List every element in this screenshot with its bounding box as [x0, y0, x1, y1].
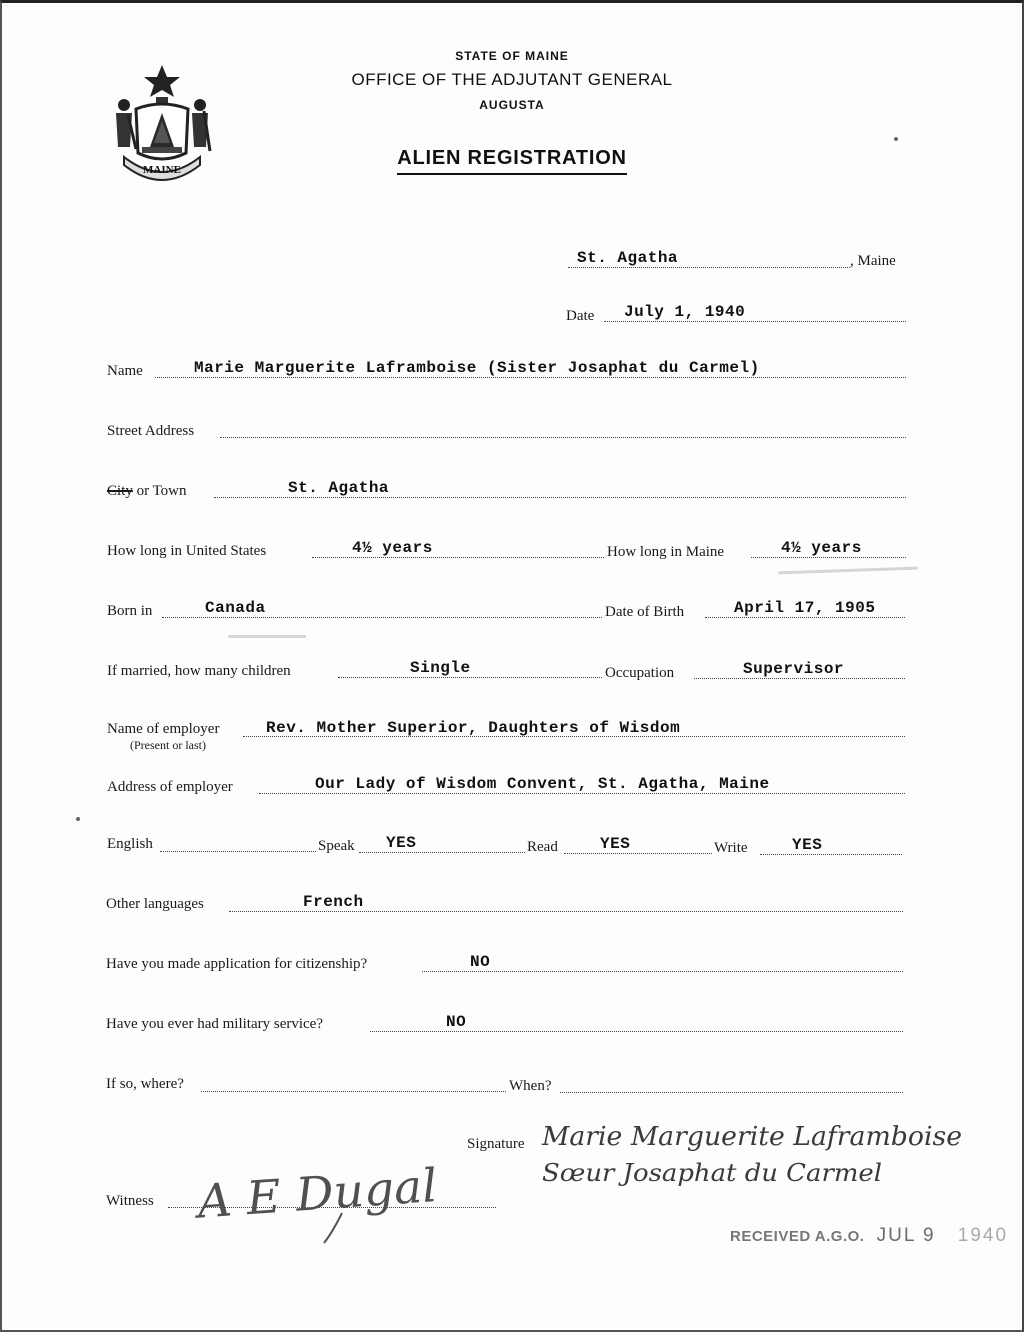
read-label: Read	[527, 839, 558, 855]
us-duration-label: How long in United States	[107, 543, 267, 559]
maine-duration-value: 4½ years	[781, 539, 862, 557]
when-line	[560, 1092, 903, 1093]
stamp-month-day: JUL 9	[876, 1225, 936, 1246]
signature-line-1: Marie Marguerite Laframboise	[540, 1122, 962, 1152]
signature-label: Signature	[467, 1136, 525, 1152]
read-value: YES	[600, 835, 631, 853]
town-value: St. Agatha	[288, 479, 390, 497]
citizenship-line	[422, 971, 903, 972]
military-value: NO	[446, 1013, 467, 1031]
header-city: AUGUSTA	[479, 98, 545, 112]
read-line	[564, 853, 712, 854]
name-label: Name	[107, 363, 143, 379]
where-line	[201, 1091, 506, 1092]
children-label: If married, how many children	[107, 663, 291, 679]
dob-line	[705, 617, 905, 618]
english-label: English	[107, 836, 153, 852]
witness-signature	[192, 1153, 462, 1245]
write-value: YES	[792, 836, 823, 854]
town-line	[214, 497, 906, 498]
citizenship-label: Have you made application for citizenship?	[106, 956, 368, 972]
occupation-label: Occupation	[605, 665, 675, 681]
born-line	[162, 617, 602, 618]
maine-duration-line	[751, 557, 906, 558]
seal-banner-text: MAINE	[143, 164, 181, 176]
other-languages-line	[229, 911, 903, 912]
employer-sublabel: (Present or last)	[130, 738, 206, 752]
stamp-received: RECEIVED A.G.O.	[730, 1228, 865, 1245]
other-languages-label: Other languages	[106, 896, 204, 912]
occupation-value: Supervisor	[743, 660, 845, 678]
witness-label: Witness	[106, 1193, 154, 1209]
other-languages-value: French	[303, 893, 364, 911]
dob-value: April 17, 1905	[734, 599, 876, 617]
town-label	[107, 483, 187, 500]
received-stamp	[730, 1225, 1008, 1247]
military-label: Have you ever had military service?	[106, 1016, 323, 1032]
born-value: Canada	[205, 599, 266, 617]
citizenship-value: NO	[470, 953, 491, 971]
signature-line-2: Sœur Josaphat du Carmel	[542, 1159, 882, 1187]
born-label: Born in	[107, 603, 153, 619]
stamp-year: 1940	[957, 1225, 1009, 1246]
header-state: STATE OF MAINE	[455, 49, 569, 63]
employer-address-line	[259, 793, 905, 794]
name-line	[155, 377, 906, 378]
occupation-line	[694, 678, 905, 679]
paper-smudge	[228, 635, 306, 638]
town-label-struck: City	[107, 483, 133, 499]
write-label: Write	[714, 840, 748, 856]
speak-label: Speak	[318, 838, 355, 854]
maine-duration-label: How long in Maine	[607, 544, 725, 560]
military-line	[370, 1031, 903, 1032]
date-line	[604, 321, 906, 322]
paper-speck	[76, 817, 80, 821]
speak-value: YES	[386, 834, 417, 852]
place-line	[568, 267, 850, 268]
street-line	[220, 437, 906, 438]
write-line	[760, 854, 902, 855]
place-suffix: , Maine	[850, 253, 896, 269]
handwritten-signature	[538, 1111, 974, 1191]
employer-value: Rev. Mother Superior, Daughters of Wisdom	[266, 719, 681, 737]
town-label-rest: or Town	[132, 483, 187, 499]
us-duration-line	[312, 557, 604, 558]
where-label: If so, where?	[106, 1076, 184, 1092]
street-label: Street Address	[107, 423, 195, 439]
name-value: Marie Marguerite Laframboise (Sister Josaphat du Carmel)	[194, 359, 760, 377]
employer-address-value: Our Lady of Wisdom Convent, St. Agatha, Maine	[315, 775, 770, 793]
witness-value: A E Dugal	[195, 1158, 434, 1229]
children-line	[338, 677, 602, 678]
employer-label: Name of employer	[107, 721, 220, 737]
date-value: July 1, 1940	[624, 303, 746, 321]
dob-label: Date of Birth	[605, 604, 685, 620]
paper-smudge	[778, 567, 918, 575]
header-office: OFFICE OF THE ADJUTANT GENERAL	[351, 70, 673, 89]
paper-speck	[894, 137, 898, 141]
date-label: Date	[566, 308, 595, 324]
children-value: Single	[410, 659, 471, 677]
when-label: When?	[509, 1078, 552, 1094]
place-value: St. Agatha	[577, 249, 679, 267]
maine-state-seal-icon	[106, 61, 218, 186]
us-duration-value: 4½ years	[352, 539, 433, 557]
english-line	[160, 851, 316, 852]
form-title: ALIEN REGISTRATION	[332, 147, 692, 175]
speak-line	[359, 852, 525, 853]
employer-address-label: Address of employer	[107, 779, 233, 795]
